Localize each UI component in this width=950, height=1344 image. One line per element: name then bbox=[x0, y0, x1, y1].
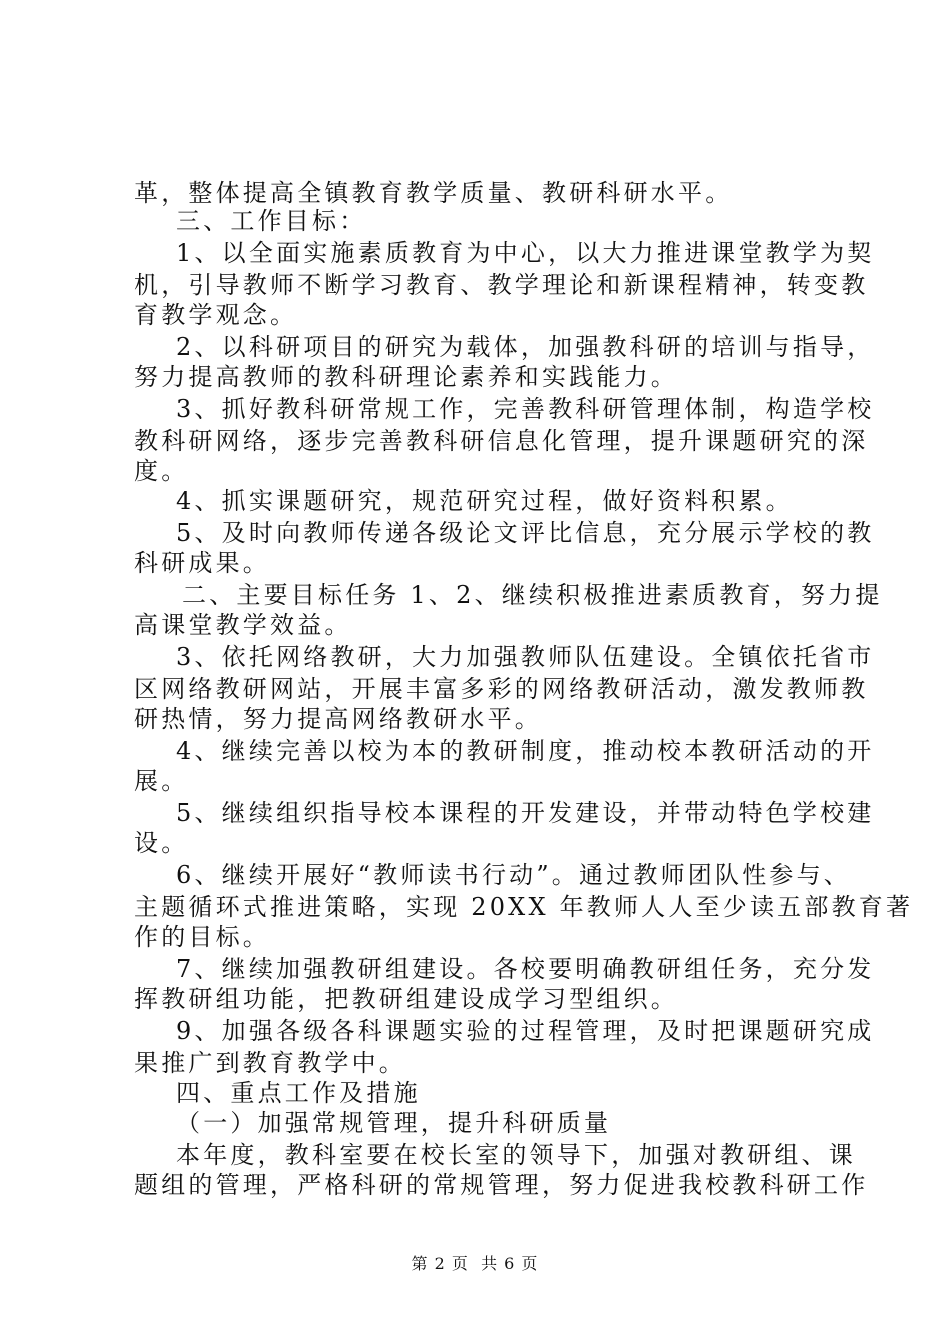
text-line: 研热情，努力提高网络教研水平。 bbox=[134, 705, 542, 733]
text-line: 二、主要目标任务 1、2、继续积极推进素质教育，努力提 bbox=[182, 581, 883, 609]
section-heading: 四、重点工作及措施 bbox=[176, 1079, 421, 1107]
text-line: 科研成果。 bbox=[134, 549, 270, 577]
text-line: 4、抓实课题研究，规范研究过程，做好资料积累。 bbox=[176, 487, 793, 515]
section-heading: 三、工作目标： bbox=[176, 207, 367, 235]
text-line: 机，引导教师不断学习教育、教学理论和新课程精神，转变教 bbox=[134, 271, 869, 299]
text-line: 3、抓好教科研常规工作，完善教科研管理体制，构造学校 bbox=[176, 395, 875, 423]
text-line: 4、继续完善以校为本的教研制度，推动校本教研活动的开 bbox=[176, 737, 875, 765]
text-line: 本年度，教科室要在校长室的领导下，加强对教研组、课 bbox=[176, 1141, 856, 1169]
text-line: 5、及时向教师传递各级论文评比信息，充分展示学校的教 bbox=[176, 519, 875, 547]
text-line: 6、继续开展好“教师读书行动”。通过教师团队性参与、 bbox=[176, 861, 852, 889]
page-number-footer: 第 2 页 共 6 页 bbox=[411, 1254, 539, 1273]
text-line: 1、以全面实施素质教育为中心，以大力推进课堂教学为契 bbox=[176, 239, 875, 267]
text-line: 作的目标。 bbox=[134, 923, 270, 951]
text-line: 革，整体提高全镇教育教学质量、教研科研水平。 bbox=[134, 179, 733, 207]
text-line: 度。 bbox=[134, 457, 189, 485]
text-line: 5、继续组织指导校本课程的开发建设，并带动特色学校建 bbox=[176, 799, 875, 827]
text-line: 主题循环式推进策略，实现 20XX 年教师人人至少读五部教育著 bbox=[134, 893, 914, 921]
text-line: 2、以科研项目的研究为载体，加强教科研的培训与指导， bbox=[176, 333, 875, 361]
text-line: 设。 bbox=[134, 829, 189, 857]
text-line: 3、依托网络教研，大力加强教师队伍建设。全镇依托省市 bbox=[176, 643, 875, 671]
text-line: 育教学观念。 bbox=[134, 301, 298, 329]
text-line: 教科研网络，逐步完善教科研信息化管理，提升课题研究的深 bbox=[134, 427, 869, 455]
text-line: 展。 bbox=[134, 767, 189, 795]
text-line: 7、继续加强教研组建设。各校要明确教研组任务，充分发 bbox=[176, 955, 875, 983]
text-line: 题组的管理，严格科研的常规管理，努力促进我校教科研工作 bbox=[134, 1171, 869, 1199]
subsection-heading: （一）加强常规管理，提升科研质量 bbox=[176, 1109, 612, 1137]
text-line: 努力提高教师的教科研理论素养和实践能力。 bbox=[134, 363, 678, 391]
text-line: 高课堂教学效益。 bbox=[134, 611, 352, 639]
text-line: 9、加强各级各科课题实验的过程管理，及时把课题研究成 bbox=[176, 1017, 875, 1045]
text-line: 挥教研组功能，把教研组建设成学习型组织。 bbox=[134, 985, 678, 1013]
text-line: 区网络教研网站，开展丰富多彩的网络教研活动，激发教师教 bbox=[134, 675, 869, 703]
text-line: 果推广到教育教学中。 bbox=[134, 1049, 406, 1077]
